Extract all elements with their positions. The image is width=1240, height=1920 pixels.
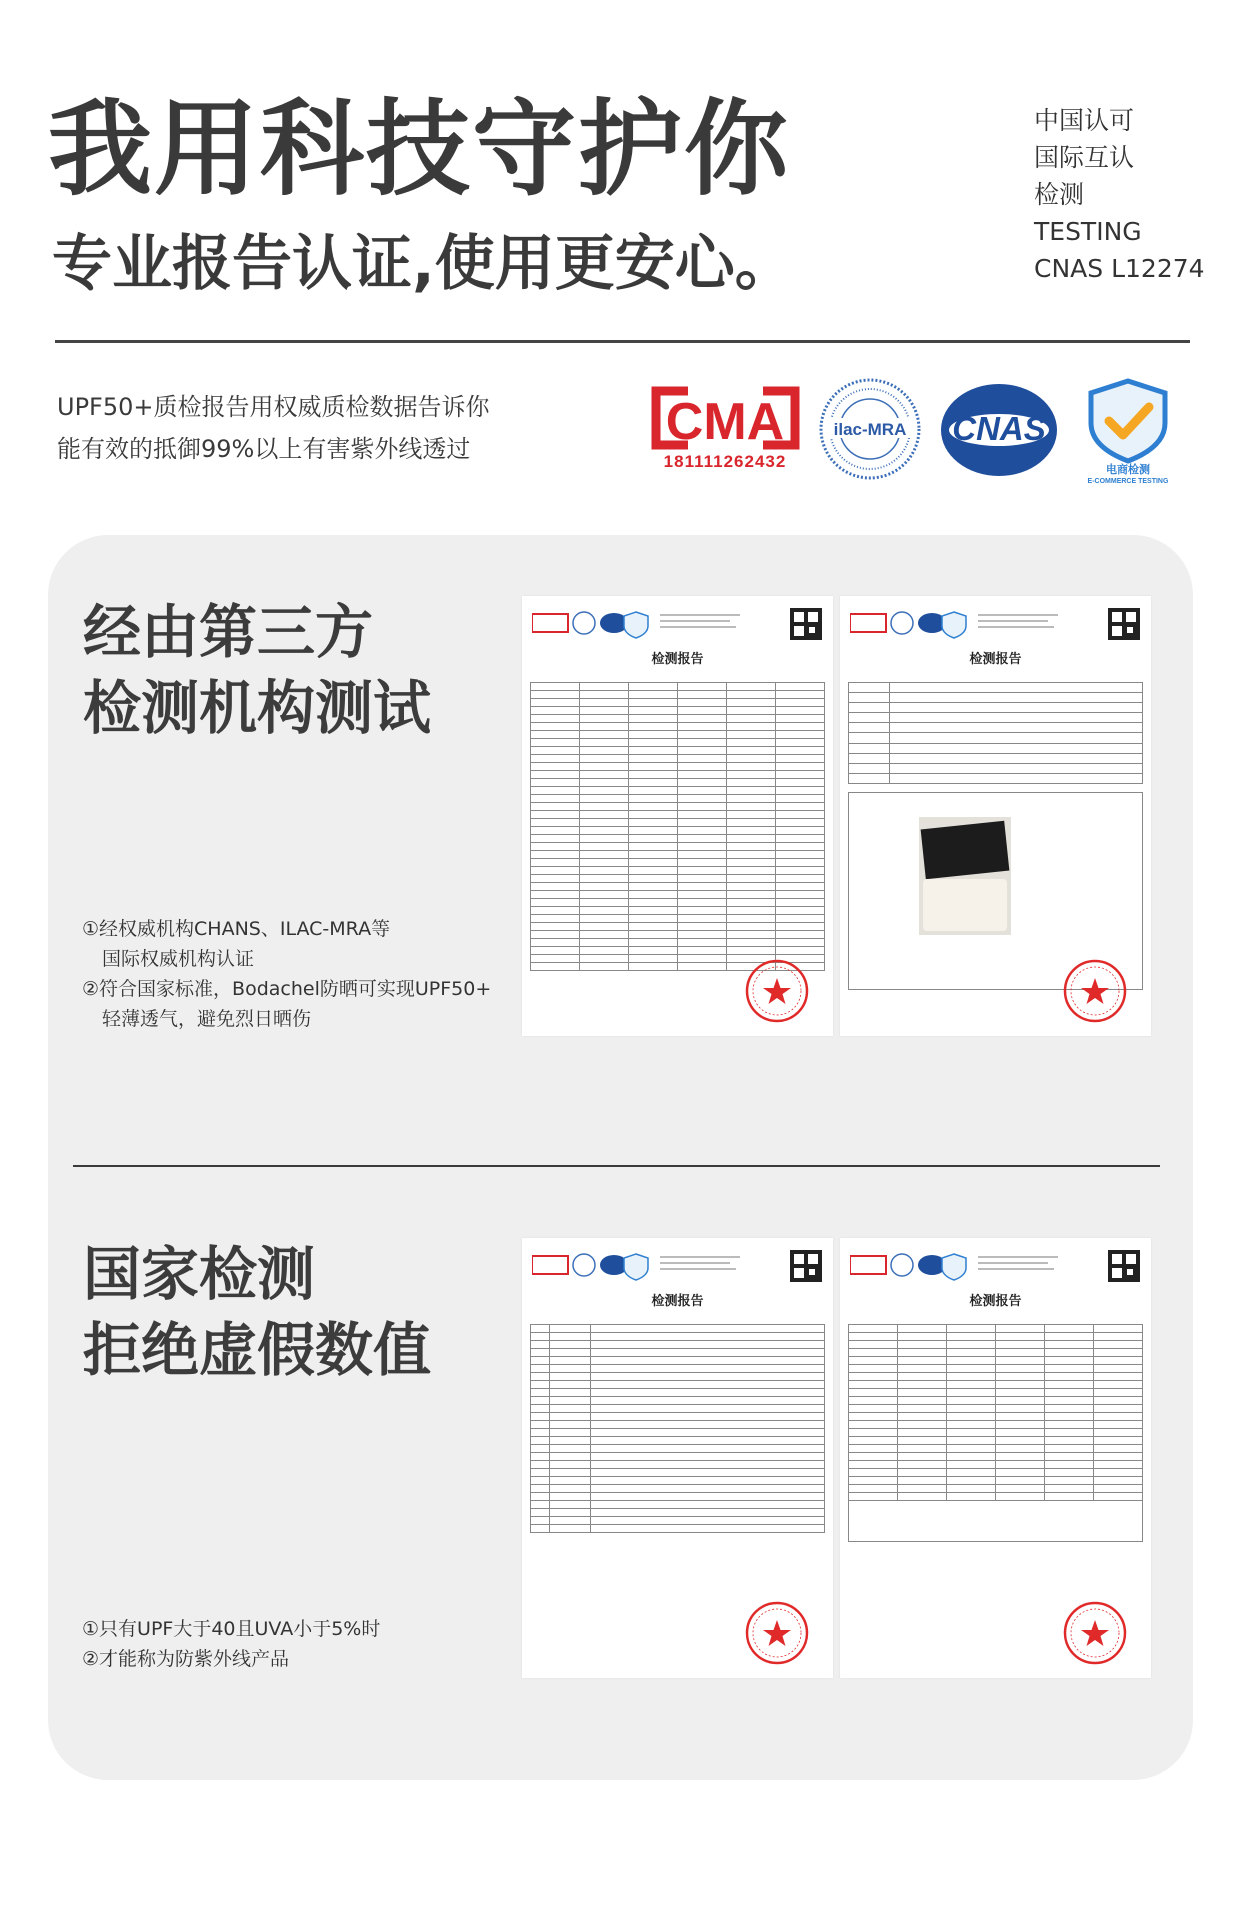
section1-notes bbox=[82, 914, 491, 1034]
header-divider bbox=[55, 340, 1190, 343]
cnas-logo bbox=[937, 381, 1061, 479]
section-divider bbox=[73, 1165, 1160, 1167]
ilac-mra-logo bbox=[818, 377, 922, 481]
report-header-logos bbox=[850, 1248, 1141, 1284]
test-report-page-3 bbox=[522, 1238, 833, 1678]
subheadline: 专业报告认证,使用更安心。 bbox=[52, 229, 795, 299]
report-header-logos bbox=[532, 606, 823, 642]
section2-title bbox=[83, 1236, 431, 1388]
tag-testing-cn: 检测 bbox=[1034, 180, 1085, 209]
sample-photo bbox=[919, 817, 1011, 935]
intro-text bbox=[57, 386, 490, 470]
test-report-page-4 bbox=[840, 1238, 1151, 1678]
report-table bbox=[530, 1324, 825, 1533]
official-seal-icon bbox=[744, 958, 810, 1024]
cma-text: CMA bbox=[665, 393, 785, 451]
tag-international-mutual: 国际互认 bbox=[1034, 143, 1135, 172]
report-header-logos bbox=[850, 606, 1141, 642]
section1-title bbox=[83, 594, 431, 746]
cma-logo bbox=[648, 383, 803, 473]
white-fabric-sample bbox=[923, 879, 1007, 931]
report-header-logos bbox=[532, 1248, 823, 1284]
black-fabric-sample bbox=[921, 821, 1010, 880]
section1-title-line-2: 检测机构测试 bbox=[83, 674, 432, 742]
section1-note2-line1: ②符合国家标准，Bodachel防晒可实现UPF50+ bbox=[82, 978, 492, 1000]
tag-china-accredited: 中国认可 bbox=[1034, 106, 1135, 135]
intro-line-2: 能有效的抵御99%以上有害紫外线透过 bbox=[57, 435, 471, 463]
section2-title-line-2: 拒绝虚假数值 bbox=[83, 1316, 432, 1384]
report-title: 检测报告 bbox=[651, 652, 704, 667]
ecommerce-testing-logo bbox=[1073, 377, 1183, 485]
tag-cnas-number: CNAS L12274 bbox=[1034, 254, 1205, 283]
ecommerce-text: 电商检测 bbox=[1106, 464, 1150, 476]
cma-number: 181111262432 bbox=[663, 452, 787, 471]
section1-title-line-1: 经由第三方 bbox=[83, 598, 374, 666]
cnas-text: CNAS bbox=[952, 410, 1046, 447]
certification-tags bbox=[1034, 102, 1205, 287]
report-table bbox=[848, 1324, 1143, 1542]
official-seal-icon bbox=[1062, 958, 1128, 1024]
section2-title-line-1: 国家检测 bbox=[83, 1240, 316, 1308]
report-table bbox=[530, 682, 825, 971]
report-title: 检测报告 bbox=[969, 652, 1022, 667]
section1-note2-line2: 轻薄透气，避免烈日晒伤 bbox=[102, 1008, 312, 1030]
test-report-page-1 bbox=[522, 596, 833, 1036]
tag-testing-en: TESTING bbox=[1034, 217, 1142, 246]
report-title: 检测报告 bbox=[651, 1294, 704, 1309]
report-info-table bbox=[848, 682, 1143, 784]
ilac-text: ilac-MRA bbox=[833, 420, 907, 439]
report-title: 检测报告 bbox=[969, 1294, 1022, 1309]
headline: 我用科技守护你 bbox=[48, 88, 791, 210]
official-seal-icon bbox=[1062, 1600, 1128, 1666]
test-report-page-2 bbox=[840, 596, 1151, 1036]
ecommerce-subtext: E-COMMERCE TESTING bbox=[1087, 478, 1169, 485]
section1-note1-line1: ①经权威机构CHANS、ILAC-MRA等 bbox=[82, 918, 391, 940]
official-seal-icon bbox=[744, 1600, 810, 1666]
section2-note-1: ①只有UPF大于40且UVA小于5%时 bbox=[82, 1618, 381, 1640]
section2-notes bbox=[82, 1614, 380, 1674]
intro-line-1: UPF50+质检报告用权威质检数据告诉你 bbox=[57, 393, 490, 421]
section1-note1-line2: 国际权威机构认证 bbox=[102, 948, 255, 970]
section2-note-2: ②才能称为防紫外线产品 bbox=[82, 1648, 290, 1670]
